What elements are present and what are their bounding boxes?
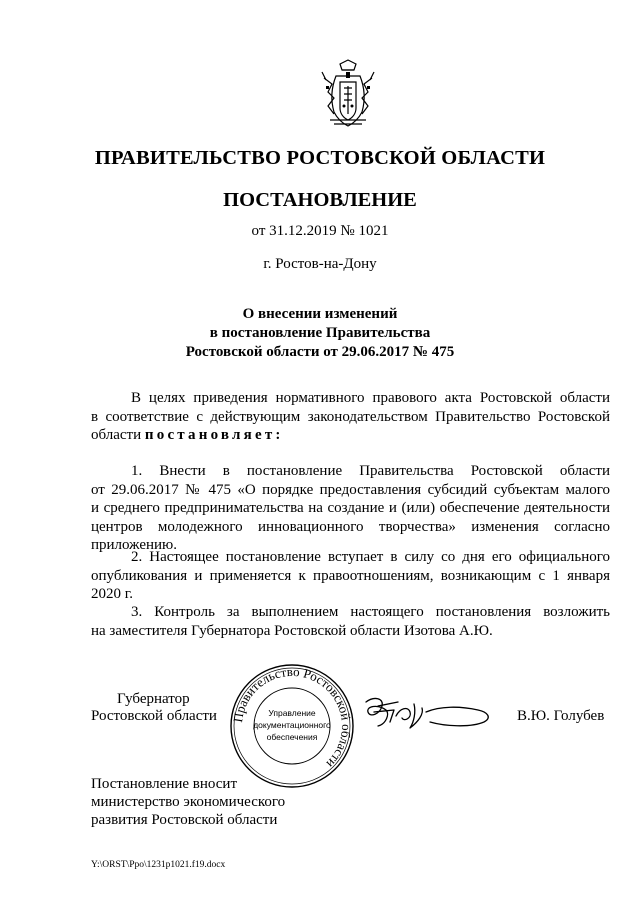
- intro-paragraph: [91, 389, 610, 445]
- signatory-region: Ростовской области: [91, 708, 217, 724]
- text-line: опубликования и применяется к правоотношениям, возникающим с 1 января: [91, 567, 610, 584]
- text-line: [91, 426, 610, 445]
- text-line: на заместителя Губернатора Ростовской области Изотова А.Ю.: [91, 622, 493, 639]
- text-line: В целях приведения нормативного правового акта Ростовской области: [131, 390, 610, 406]
- introduced-by-line: развития Ростовской области: [91, 812, 278, 828]
- subject-line: в постановление Правительства: [209, 325, 431, 341]
- decree-keyword: постановляет:: [144, 427, 284, 443]
- text-line: центров молодежного инновационного творчества» изменения согласно: [91, 518, 610, 535]
- stamp-center-line: документационного: [253, 720, 331, 730]
- text-line: в соответствие с действующим законодательством Правительство Ростовской: [91, 408, 610, 425]
- document-city: г. Ростов-на-Дону: [263, 256, 377, 272]
- text-line: 2. Настоящее постановление вступает в силу со дня его официального: [131, 549, 610, 565]
- text-line: приложению.: [91, 537, 178, 553]
- file-path-footer: Y:\ORST\Ppo\1231p1021.f19.docx: [91, 860, 226, 870]
- stamp-center-line: Управление: [268, 708, 316, 718]
- introduced-by-line: министерство экономического: [91, 794, 286, 810]
- decree-item-2: [91, 548, 610, 604]
- stamp-center-line: обеспечения: [266, 732, 318, 742]
- text-line: 3. Контроль за выполнением настоящего постановления возложить: [131, 604, 610, 620]
- decree-item-3: [91, 603, 610, 640]
- signatory-name: В.Ю. Голубев: [517, 708, 605, 724]
- introduced-by-line: Постановление вносит: [91, 776, 238, 792]
- official-stamp: [228, 662, 356, 790]
- text-line: и среднего предпринимательства на создание и (или) обеспечение деятельности: [91, 500, 610, 516]
- stamp-ring-text: Правительство Ростовской области: [230, 663, 355, 772]
- text-line: от 29.06.2017 № 475 «О порядке предоставления субсидий субъектам малого: [91, 481, 610, 498]
- text-fragment: области: [91, 427, 145, 443]
- handwritten-signature: [360, 692, 500, 736]
- decree-item-1: [91, 462, 610, 555]
- document-type-heading: ПОСТАНОВЛЕНИЕ: [223, 189, 417, 211]
- text-line: 1. Внести в постановление Правительства Ростовской области: [131, 463, 610, 479]
- text-line: 2020 г.: [91, 586, 133, 602]
- subject-line: О внесении изменений: [242, 306, 398, 322]
- subject-line: Ростовской области от 29.06.2017 № 475: [185, 344, 455, 360]
- signatory-position: Губернатор: [117, 691, 190, 707]
- coat-of-arms-icon: [318, 58, 378, 130]
- government-title: ПРАВИТЕЛЬСТВО РОСТОВСКОЙ ОБЛАСТИ: [94, 147, 546, 169]
- document-date-number: от 31.12.2019 № 1021: [251, 223, 389, 239]
